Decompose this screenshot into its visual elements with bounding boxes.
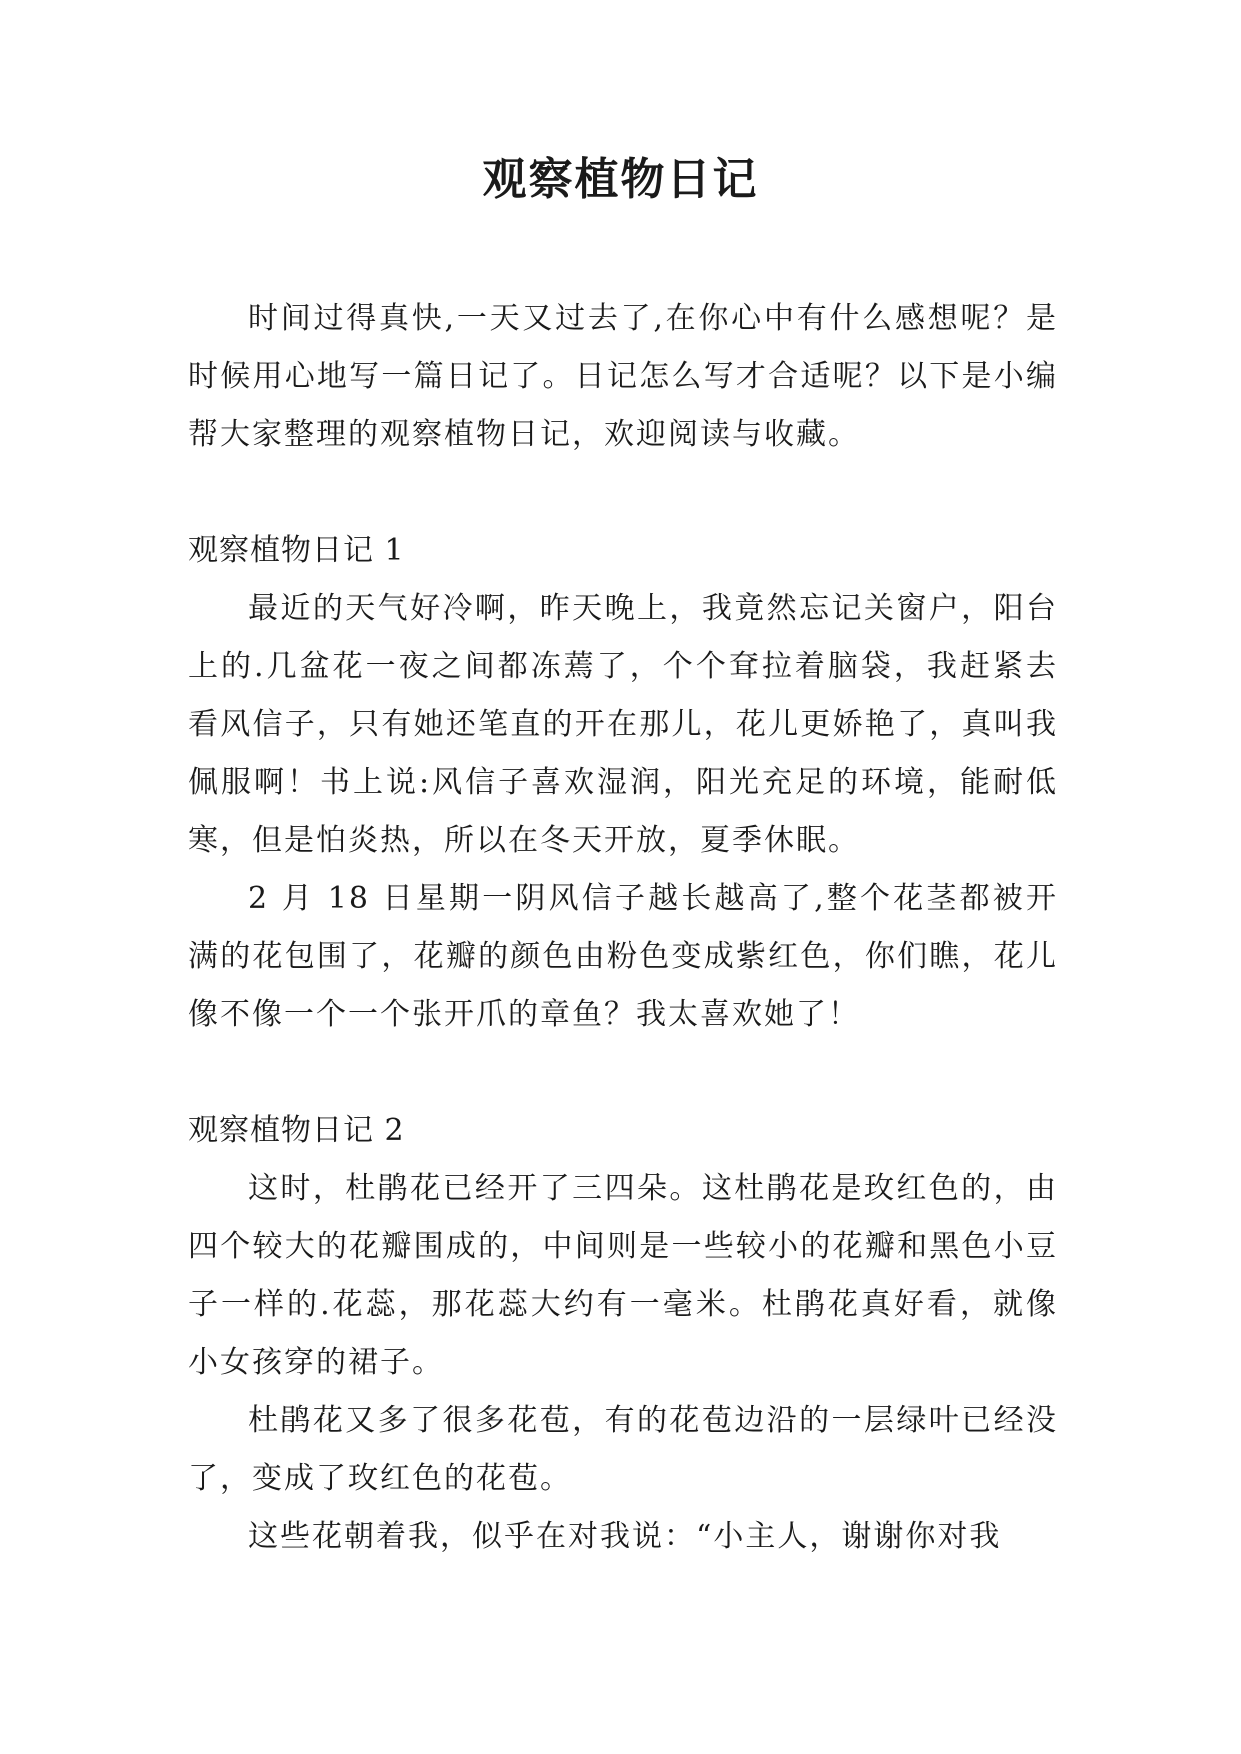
section-1-paragraph-1: 最近的天气好冷啊，昨天晚上，我竟然忘记关窗户，阳台上的.几盆花一夜之间都冻蔫了，个个耷拉着脑袋，我赶紧去看风信子，只有她还笔直的开在那儿，花儿更娇艳了，真叫我佩服啊！书上说:风信子喜欢湿润，阳光充足的环境，能耐低寒，但是怕炎热，所以在冬天开放，夏季休眠。 — [188, 591, 1058, 858]
section-2-paragraph-3: 这些花朝着我，似乎在对我说：“小主人，谢谢你对我 — [248, 1519, 1002, 1554]
document-body — [188, 290, 1058, 1566]
section-1-paragraph-2: 2 月 18 日星期一阴风信子越长越高了,整个花茎都被开满的花包围了，花瓣的颜色由粉色变成紫红色，你们瞧，花儿像不像一个一个张开爪的章鱼？我太喜欢她了！ — [188, 881, 1058, 1032]
section-heading-1: 观察植物日记 1 — [188, 533, 405, 568]
intro-paragraph: 时间过得真快,一天又过去了,在你心中有什么感想呢？是时候用心地写一篇日记了。日记怎么写才合适呢？以下是小编帮大家整理的观察植物日记，欢迎阅读与收藏。 — [188, 301, 1058, 452]
section-heading-2: 观察植物日记 2 — [188, 1113, 405, 1148]
section-2-paragraph-1: 这时，杜鹃花已经开了三四朵。这杜鹃花是玫红色的，由四个较大的花瓣围成的，中间则是一些较小的花瓣和黑色小豆子一样的.花蕊，那花蕊大约有一毫米。杜鹃花真好看，就像小女孩穿的裙子。 — [188, 1171, 1058, 1380]
section-spacer — [188, 1044, 1058, 1102]
section-2-paragraph-2: 杜鹃花又多了很多花苞，有的花苞边沿的一层绿叶已经没了，变成了玫红色的花苞。 — [188, 1403, 1058, 1496]
document-title: 观察植物日记 — [482, 154, 759, 205]
section-spacer — [188, 464, 1058, 522]
